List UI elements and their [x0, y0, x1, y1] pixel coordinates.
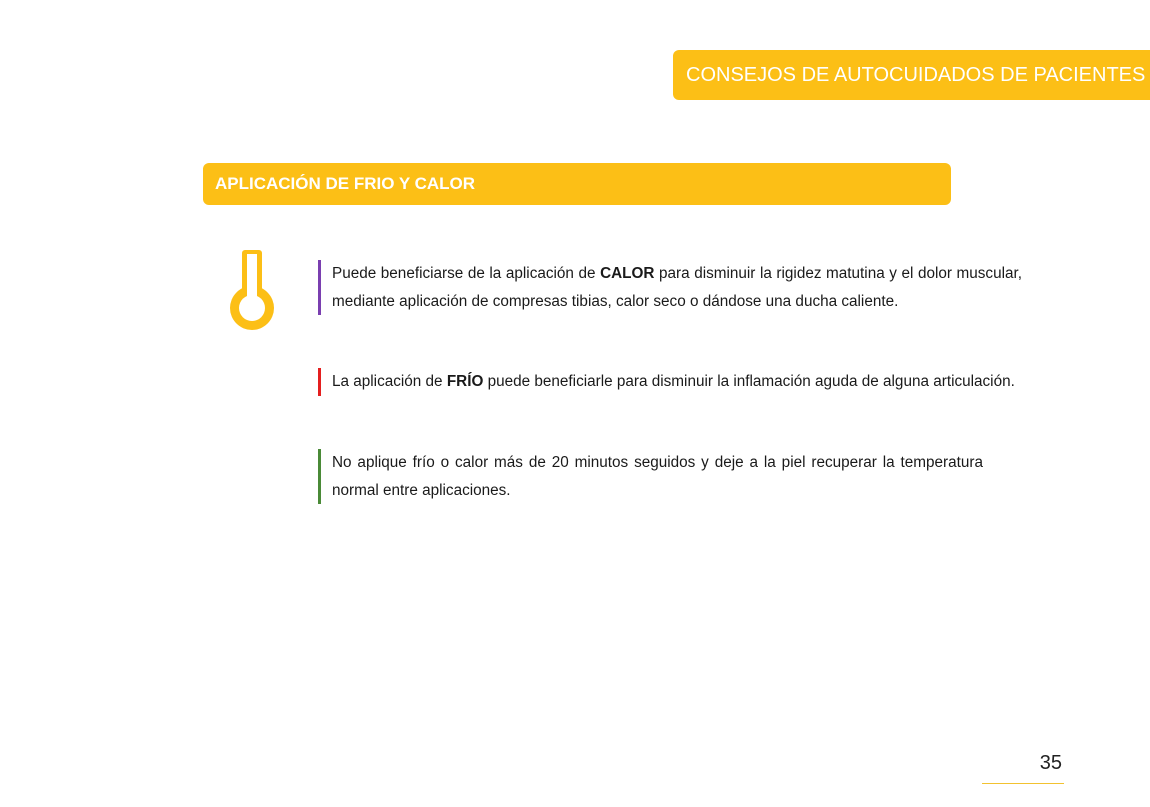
paragraph-frio — [318, 368, 1022, 396]
paragraph-tiempo — [318, 449, 983, 504]
paragraph-frio-text-start: La aplicación de — [332, 373, 447, 390]
page-number: 35 — [1039, 752, 1062, 774]
paragraph-calor-text-start: Puede beneficiarse de la aplicación de — [332, 265, 601, 282]
paragraph-calor — [318, 260, 1022, 315]
frio-emphasis: FRÍO — [446, 373, 484, 390]
page-number-underline — [982, 783, 1064, 784]
paragraph-calor-text-end: para disminuir la rigidez matutina y el dolor muscular, mediante aplicación de compresas tibias, calor seco o dándose una ducha caliente. — [332, 265, 1022, 310]
calor-emphasis: CALOR — [600, 265, 655, 282]
section-title: APLICACIÓN DE FRIO Y CALOR — [203, 163, 951, 205]
header-title: CONSEJOS DE AUTOCUIDADOS DE PACIENTES — [673, 50, 1150, 100]
thermometer-icon — [226, 248, 278, 334]
paragraph-frio-text-end: puede beneficiarle para disminuir la inflamación aguda de alguna articulación. — [483, 373, 1015, 390]
paragraph-tiempo-text: No aplique frío o calor más de 20 minutos seguidos y deje a la piel recuperar la temperatura normal entre aplicaciones. — [332, 454, 983, 499]
